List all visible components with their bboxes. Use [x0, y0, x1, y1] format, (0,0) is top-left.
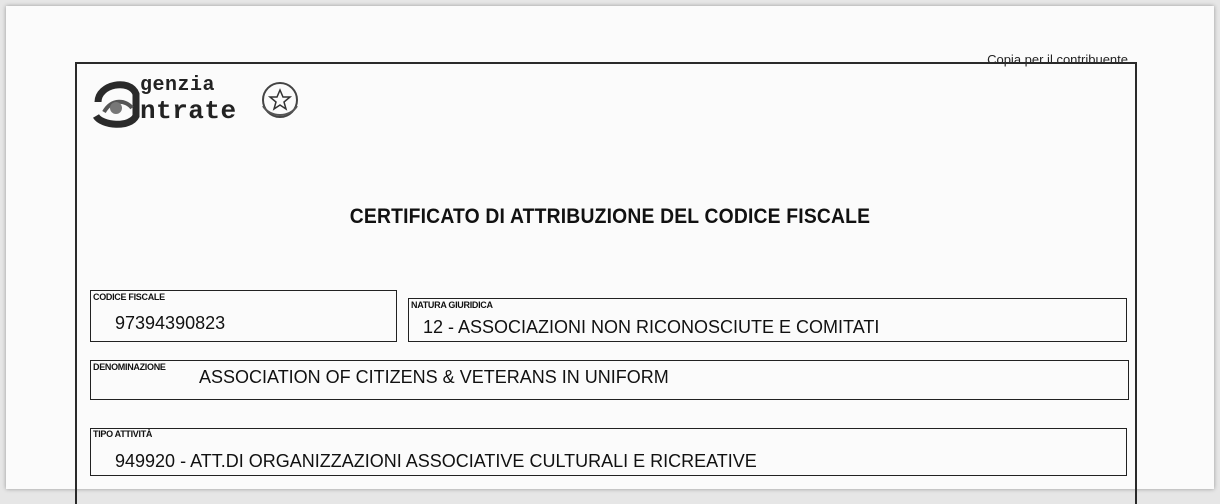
natura-giuridica-field: [408, 298, 1127, 342]
tipo-attivita-value: 949920 - ATT.DI ORGANIZZAZIONI ASSOCIATIVE CULTURALI E RICREATIVE: [115, 451, 757, 471]
natura-giuridica-value: 12 - ASSOCIAZIONI NON RICONOSCIUTE E COMITATI: [423, 317, 880, 337]
document-title: CERTIFICATO DI ATTRIBUZIONE DEL CODICE FISCALE: [349, 205, 871, 228]
codice-fiscale-field: [90, 290, 397, 342]
natura-giuridica-label: NATURA GIURIDICA: [411, 300, 493, 310]
logo-line2: ntrate: [140, 96, 237, 126]
codice-fiscale-value: 97394390823: [115, 313, 226, 333]
denominazione-label: DENOMINAZIONE: [93, 362, 166, 372]
denominazione-value: ASSOCIATION OF CITIZENS & VETERANS IN UNIFORM: [199, 367, 669, 387]
tipo-attivita-label: TIPO ATTIVITÀ: [93, 429, 153, 439]
tipo-attivita-field: [90, 428, 1127, 476]
copy-note: Copia per il contribuente: [987, 52, 1128, 67]
agenzia-entrate-logo: [90, 72, 310, 132]
codice-fiscale-label: CODICE FISCALE: [93, 292, 165, 302]
denominazione-field: [90, 360, 1129, 400]
logo-line1: genzia: [140, 74, 216, 97]
